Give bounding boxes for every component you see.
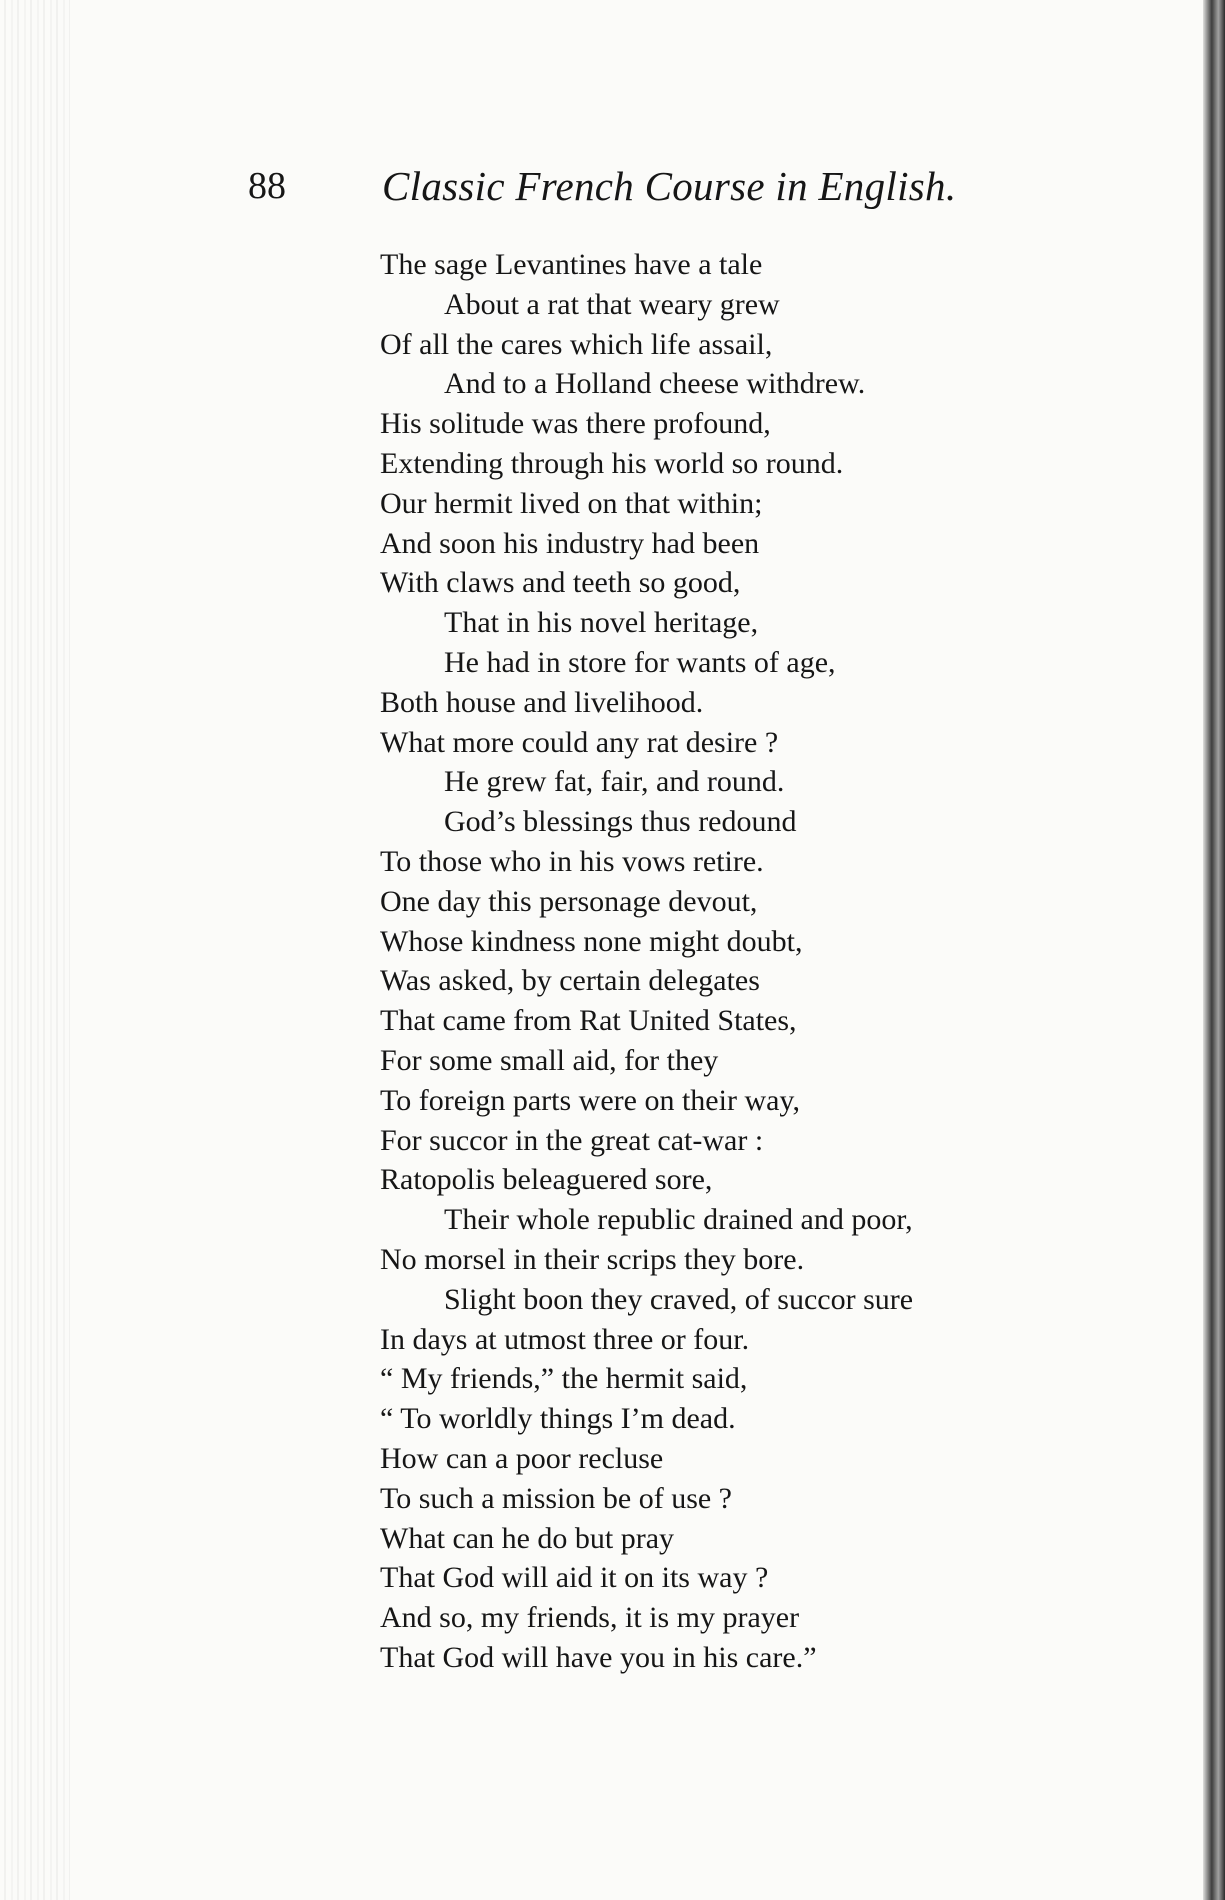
poem-line: What can he do but pray	[380, 1521, 675, 1555]
page-binding-edge-right	[1203, 0, 1225, 1900]
page-binding-edge-left	[0, 0, 70, 1900]
poem-line: Extending through his world so round.	[380, 446, 844, 480]
poem-line: To foreign parts were on their way,	[380, 1083, 800, 1117]
poem-line: Ratopolis beleaguered sore,	[380, 1163, 713, 1197]
poem-line: For some small aid, for they	[380, 1043, 719, 1077]
poem-line: For succor in the great cat-war :	[380, 1123, 764, 1157]
poem-line: And so, my friends, it is my prayer	[380, 1601, 800, 1635]
poem-line: What more could any rat desire ?	[380, 725, 779, 759]
poem-line: The sage Levantines have a tale	[380, 248, 763, 281]
poem-line: God’s blessings thus redound	[444, 805, 797, 839]
poem-line: Whose kindness none might doubt,	[380, 924, 803, 958]
poem-line: Of all the cares which life assail,	[380, 327, 773, 361]
poem-line: He had in store for wants of age,	[444, 645, 836, 679]
running-title: Classic French Course in English.	[382, 163, 957, 209]
poem-line: How can a poor recluse	[380, 1441, 664, 1475]
poem-line: To those who in his vows retire.	[380, 844, 764, 878]
poem-line: In days at utmost three or four.	[380, 1322, 750, 1356]
poem-line: He grew fat, fair, and round.	[444, 765, 785, 799]
poem-line: No morsel in their scrips they bore.	[380, 1242, 805, 1276]
poem-line: “ My friends,” the hermit said,	[380, 1362, 748, 1396]
poem-line: That came from Rat United States,	[380, 1004, 797, 1038]
poem-line: About a rat that weary grew	[444, 287, 780, 321]
poem-line: And soon his industry had been	[380, 526, 760, 560]
poem-line: With claws and teeth so good,	[380, 566, 741, 600]
poem-line: That God will have you in his care.”	[380, 1640, 817, 1674]
poem-line: That God will aid it on its way ?	[380, 1561, 769, 1595]
poem-line: Our hermit lived on that within;	[380, 486, 763, 520]
poem-body	[380, 245, 1080, 1678]
poem-line: To such a mission be of use ?	[380, 1481, 733, 1515]
poem-line: Both house and livelihood.	[380, 685, 704, 719]
page-header	[248, 160, 1048, 212]
poem-line: That in his novel heritage,	[444, 606, 759, 640]
page-number: 88	[248, 165, 286, 207]
poem-line: Their whole republic drained and poor,	[444, 1203, 913, 1237]
poem-line: His solitude was there profound,	[380, 407, 771, 441]
poem-line: Slight boon they craved, of succor sure	[444, 1282, 914, 1316]
poem-line: Was asked, by certain delegates	[380, 964, 760, 998]
poem-line: “ To worldly things I’m dead.	[380, 1402, 736, 1436]
poem-line: One day this personage devout,	[380, 884, 758, 918]
poem-line: And to a Holland cheese withdrew.	[444, 367, 866, 401]
